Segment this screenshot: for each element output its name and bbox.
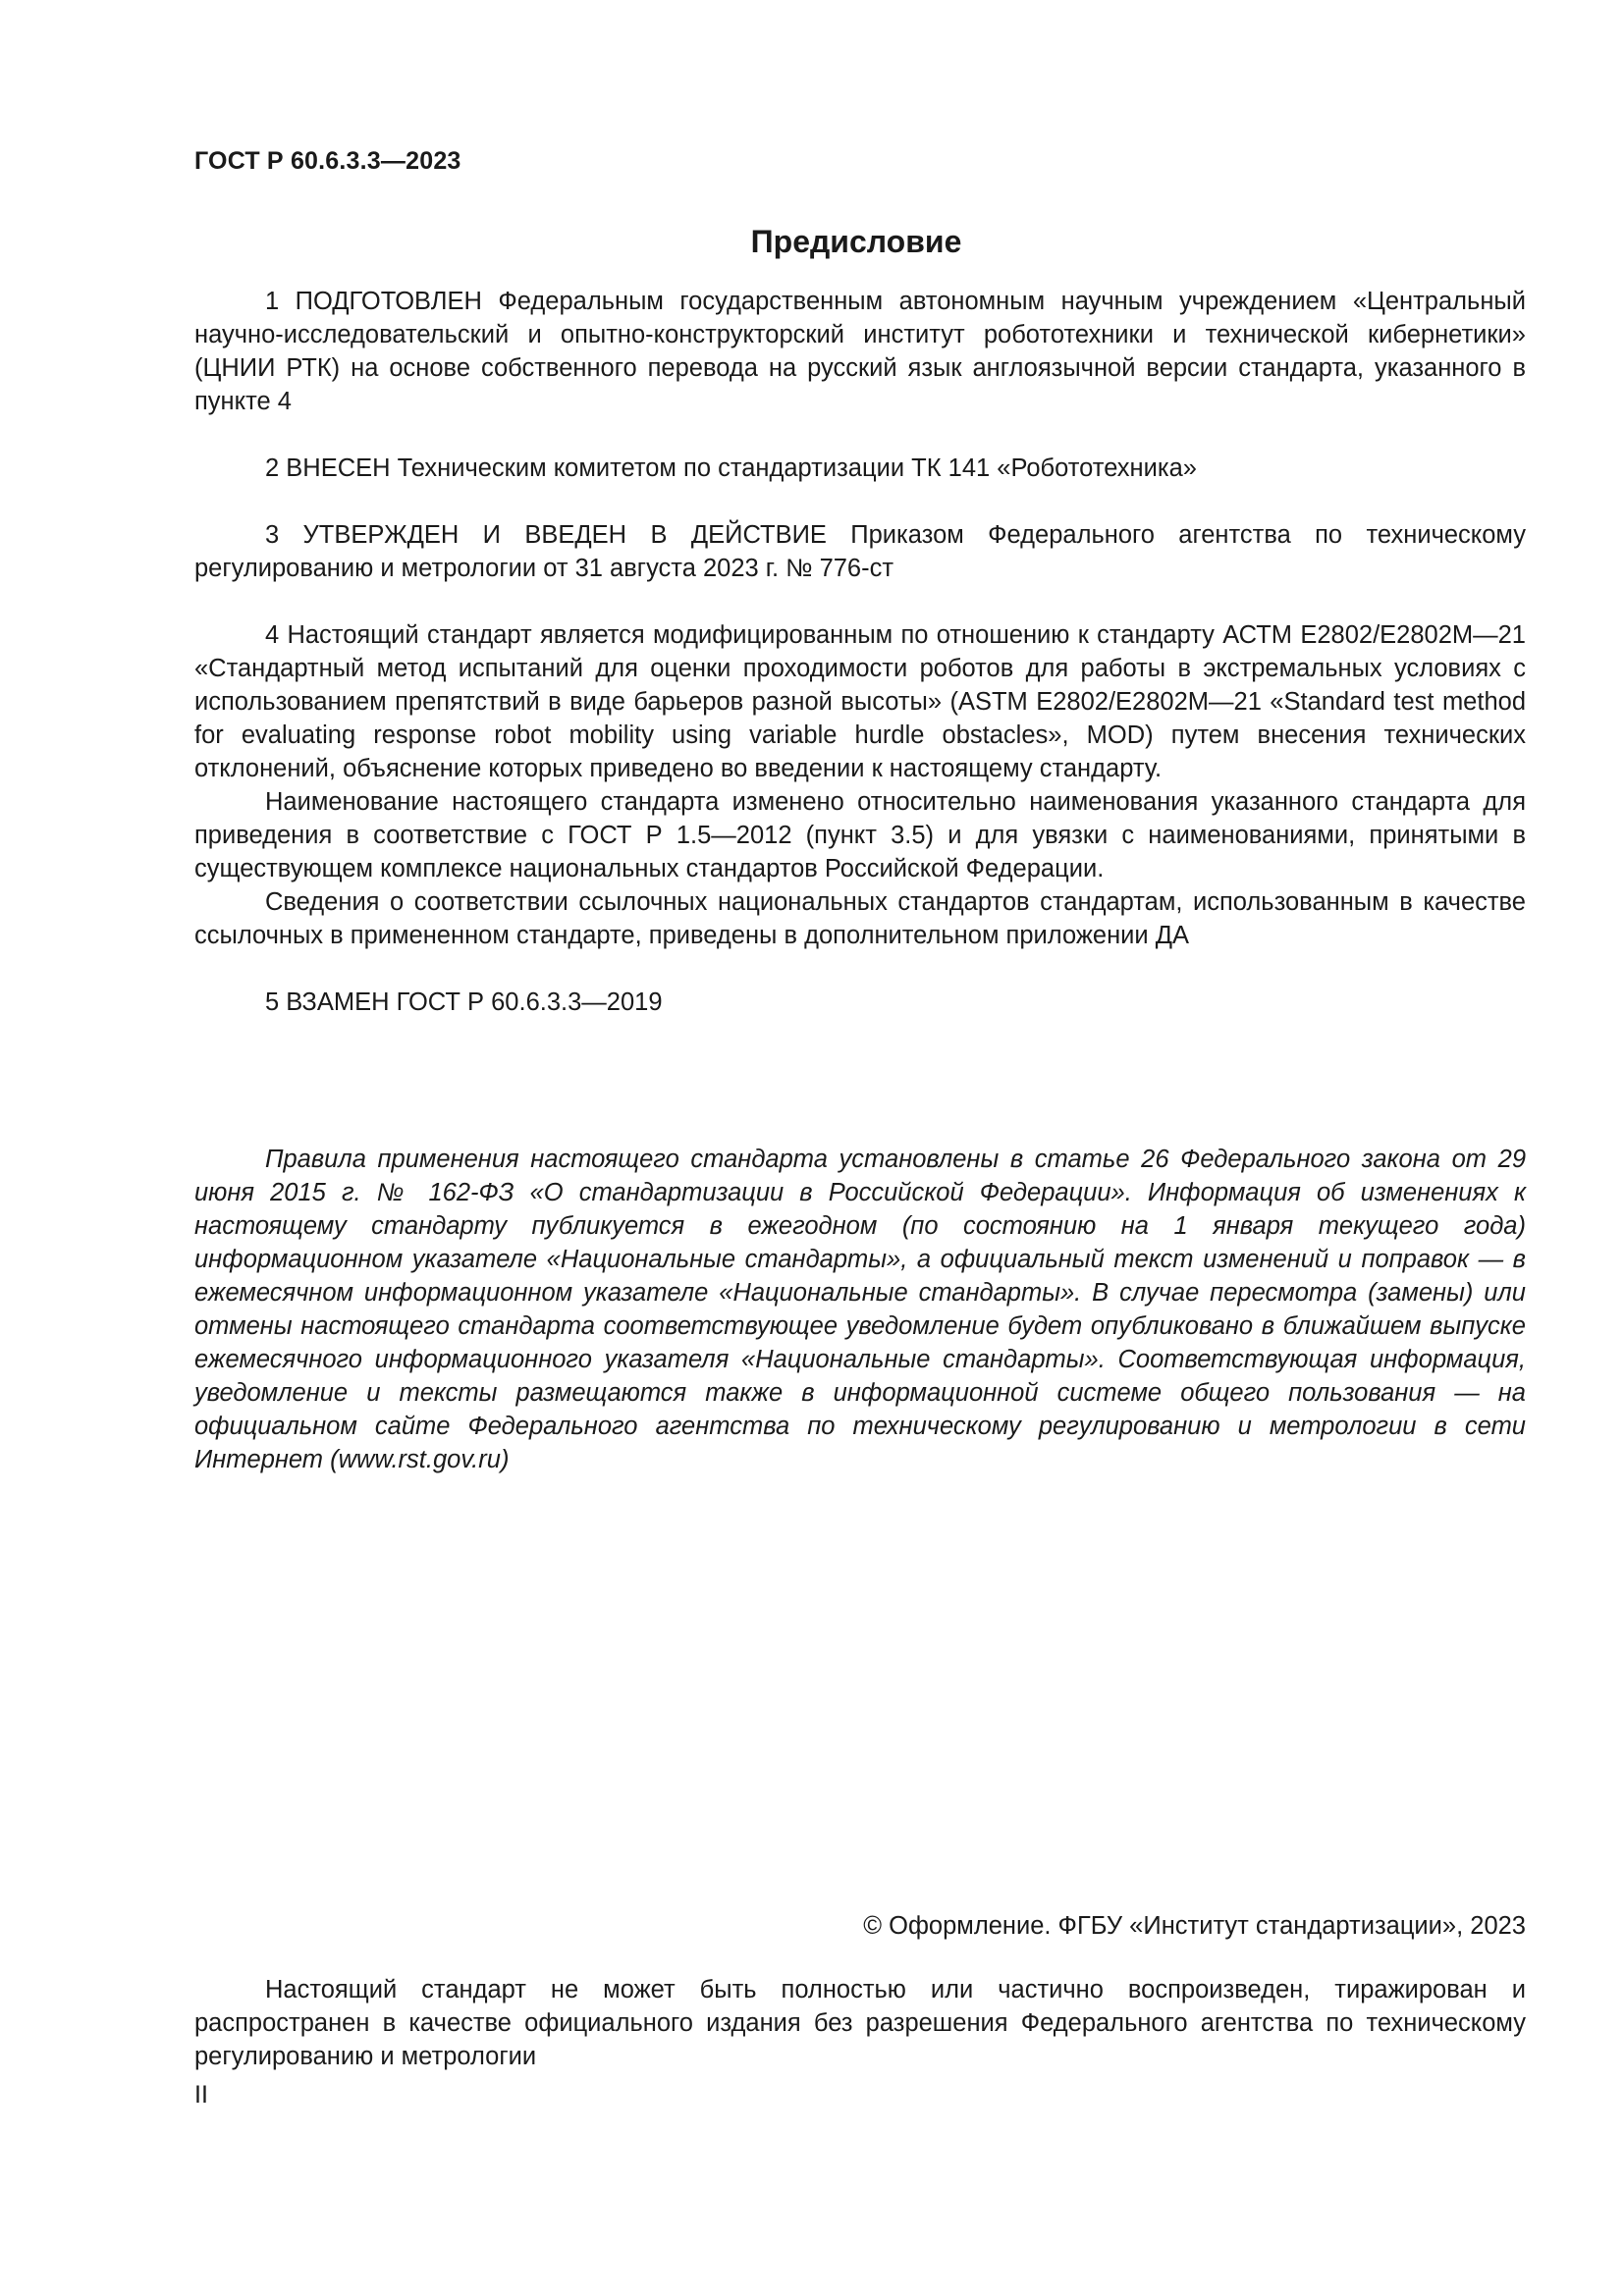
- paragraph-approved: 3 УТВЕРЖДЕН И ВВЕДЕН В ДЕЙСТВИЕ Приказом Федерального агентства по техническому регулированию и метрологии от 31 августа 2023 г. № 776-ст: [194, 521, 1526, 582]
- paragraph-replaces: 5 ВЗАМЕН ГОСТ Р 60.6.3.3—2019: [265, 988, 663, 1016]
- paragraph-name-change: Наименование настоящего стандарта изменено относительно наименования указанного стандарта для приведения в соответствие с ГОСТ Р 1.5—2012 (пункт 3.5) и для увязки с наименованиями, принятыми в существующем комплексе национальных стандартов Российской Федерации.: [194, 788, 1526, 882]
- document-number: ГОСТ Р 60.6.3.3—2023: [194, 147, 461, 175]
- page-number: II: [194, 2081, 208, 2109]
- paragraph-prepared: 1 ПОДГОТОВЛЕН Федеральным государственным автономным научным учреждением «Центральный научно-исследовательский и опытно-конструкторский институт робототехники и технической кибернетики» (ЦНИИ РТК) на основе собственного перевода на русский язык англоязычной версии стандарта, указанного в пункте 4: [194, 288, 1526, 415]
- paragraph-introduced: 2 ВНЕСЕН Техническим комитетом по стандартизации ТК 141 «Робототехника»: [265, 454, 1197, 482]
- paragraph-references: Сведения о соответствии ссылочных национальных стандартов стандартам, использованным в качестве ссылочных в примененном стандарте, приведены в дополнительном приложении ДА: [194, 888, 1526, 949]
- reproduction-rights: Настоящий стандарт не может быть полностью или частично воспроизведен, тиражирован и распространен в качестве официального издания без разрешения Федерального агентства по техническому регулированию и метрологии: [194, 1976, 1526, 2070]
- paragraph-modified: 4 Настоящий стандарт является модифицированным по отношению к стандарту АСТМ Е2802/Е2802М—21 «Стандартный метод испытаний для оценки проходимости роботов для работы в экстремальных условиях с использованием препятствий в виде барьеров разной высоты» (ASTM E2802/E2802M—21 «Standard test method for evaluating response robot mobility using variable hurdle obstacles», MOD) путем внесения технических отклонений, объяснение которых приведено во введении к настоящему стандарту.: [194, 621, 1526, 782]
- page-title: Предисловие: [750, 224, 962, 259]
- foreword-body: [194, 285, 1526, 1019]
- application-rules-notice: Правила применения настоящего стандарта установлены в статье 26 Федерального закона от 29 июня 2015 г. № 162-ФЗ «О стандартизации в Российской Федерации». Информация об изменениях к настоящему стандарту публикуется в ежегодном (по состоянию на 1 января текущего года) информационном указателе «Национальные стандарты», а официальный текст изменений и поправок — в ежемесячном информационном указателе «Национальные стандарты». В случае пересмотра (замены) или отмены настоящего стандарта соответствующее уведомление будет опубликовано в ближайшем выпуске ежемесячного информационного указателя «Национальные стандарты». Соответствующая информация, уведомление и тексты размещаются также в информационной системе общего пользования — на официальном сайте Федерального агентства по техническому регулированию и метрологии в сети Интернет (www.rst.gov.ru): [194, 1146, 1526, 1473]
- copyright-line: © Оформление. ФГБУ «Институт стандартизации», 2023: [863, 1912, 1526, 1940]
